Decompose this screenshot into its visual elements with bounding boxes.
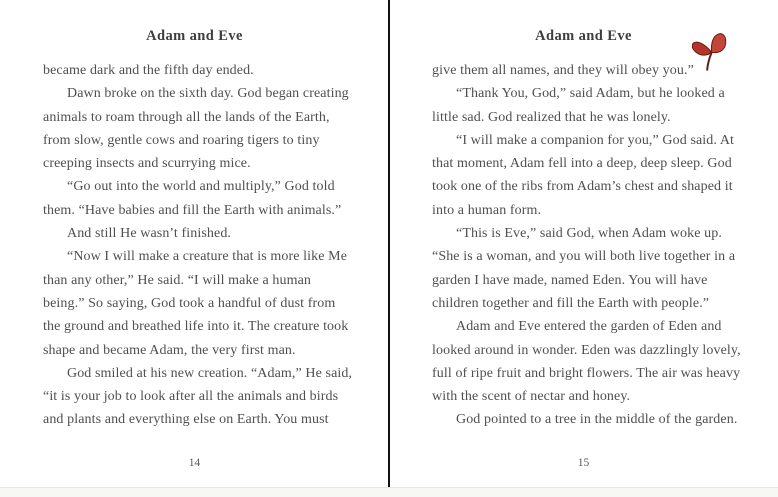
page-header-left: Adam and Eve xyxy=(146,28,243,44)
text-line: “it is your job to look after all the animals and birds xyxy=(43,389,339,405)
page-gutter-divider xyxy=(388,0,390,487)
text-line: “She is a woman, and you will both live together in a xyxy=(432,249,736,265)
text-line: Adam and Eve entered the garden of Eden and xyxy=(456,319,722,335)
text-line: from slow, gentle cows and roaring tigers to tiny xyxy=(43,132,320,148)
page-bottom-edge xyxy=(0,487,778,497)
page-text-left xyxy=(43,59,373,432)
text-line: shape and became Adam, the very first man. xyxy=(43,342,296,358)
page-number-right: 15 xyxy=(577,457,590,469)
text-line: “Now I will make a creature that is more like Me xyxy=(67,249,348,265)
page-text-right xyxy=(432,59,762,432)
text-line: that moment, Adam fell into a deep, deep sleep. God xyxy=(432,156,732,172)
text-line: little sad. God realized that he was lonely. xyxy=(432,109,671,125)
text-line: garden I have made, named Eden. You will have xyxy=(432,272,708,288)
text-line: took one of the ribs from Adam’s chest and shaped it xyxy=(432,179,733,195)
text-line: “Thank You, God,” said Adam, but he looked a xyxy=(456,86,725,102)
text-line: “Go out into the world and multiply,” God told xyxy=(67,179,335,195)
text-line: animals to roam through all the lands of the Earth, xyxy=(43,109,330,125)
text-line: God smiled at his new creation. “Adam,” He said, xyxy=(67,365,353,381)
page-number-left: 14 xyxy=(188,457,201,469)
text-line: became dark and the fifth day ended. xyxy=(43,63,254,78)
page-header-right: Adam and Eve xyxy=(535,28,632,44)
page-left xyxy=(0,0,389,487)
text-line: children together and fill the Earth with people.” xyxy=(432,295,710,311)
text-line: God pointed to a tree in the middle of the garden. xyxy=(456,412,738,428)
text-line: looked around in wonder. Eden was dazzlingly lovely, xyxy=(432,342,741,358)
text-line: And still He wasn’t finished. xyxy=(67,226,232,242)
text-line: and plants and everything else on Earth. You must xyxy=(43,412,329,428)
text-line: creeping insects and scurrying mice. xyxy=(43,156,251,172)
text-line: them. “Have babies and fill the Earth with animals.” xyxy=(43,202,342,218)
text-line: full of ripe fruit and bright flowers. The air was heavy xyxy=(432,365,741,381)
text-line: give them all names, and they will obey you.” xyxy=(432,63,694,78)
text-line: “I will make a companion for you,” God said. At xyxy=(456,132,735,148)
text-line: being.” So saying, God took a handful of dust from xyxy=(43,295,336,311)
text-line: the ground and breathed life into it. The creature took xyxy=(43,319,349,335)
text-line: into a human form. xyxy=(432,202,542,218)
text-line: than any other,” He said. “I will make a human xyxy=(43,272,312,288)
text-line: “This is Eve,” said God, when Adam woke up. xyxy=(456,226,722,242)
page-right xyxy=(389,0,778,487)
butterfly-left-wing xyxy=(692,38,712,58)
text-line: with the scent of nectar and honey. xyxy=(432,389,631,405)
text-line: Dawn broke on the sixth day. God began creating xyxy=(67,86,349,102)
